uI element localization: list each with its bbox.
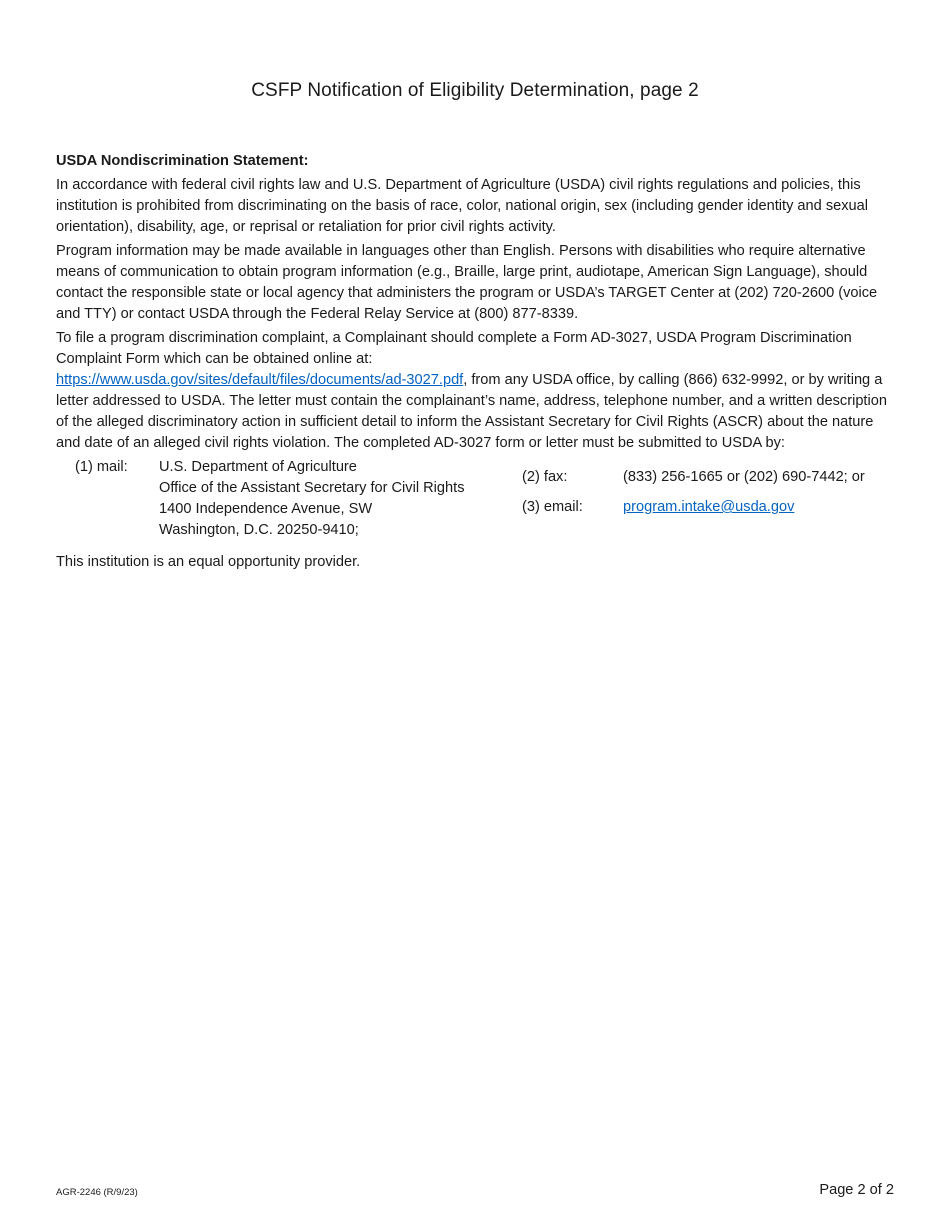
fax-numbers: (833) 256-1665 or (202) 690-7442; or [623,469,865,485]
nondiscrimination-statement [56,151,898,576]
form-code: AGR-2246 (R/9/23) [56,1187,138,1198]
mail-address-line: 1400 Independence Avenue, SW [159,501,373,517]
mail-label: (1) mail: [75,459,128,475]
page-title: CSFP Notification of Eligibility Determination, page 2 [251,80,699,101]
mail-address-line: Washington, D.C. 20250-9410; [159,522,359,538]
program-information-paragraph: Program information may be made available in languages other than English. Persons with disabilities who require alternative means of communication to obtain program information (e.g., Braille, large print, audiotape, American Sign Language), should contact the responsible state or local agency that administers the program or USDA’s TARGET Center at (202) 720-2600 (voice and TTY) or contact USDA through the Federal Relay Service at (800) 877-8339. [56,243,878,322]
submission-methods [56,457,898,549]
mail-address-line: U.S. Department of Agriculture [159,459,357,475]
ad-3027-form-link[interactable]: https://www.usda.gov/sites/default/files/documents/ad-3027.pdf [56,372,464,388]
civil-rights-paragraph: In accordance with federal civil rights law and U.S. Department of Agriculture (USDA) civil rights regulations and policies, this institution is prohibited from discriminating on the basis of race, color, national origin, sex (including gender identity and sexual orientation), disability, age, or reprisal or retaliation for prior civil rights activity. [56,177,869,235]
complaint-intro: To file a program discrimination complaint, a Complainant should complete a Form AD-3027, USDA Program Discrimination Complaint Form which can be obtained online at: [56,330,852,367]
email-link[interactable]: program.intake@usda.gov [623,499,795,515]
complaint-instructions: , from any USDA office, by calling (866) 632-9992, or by writing a letter addressed to USDA. The letter must contain the complainant’s name, address, telephone number, and a written description of the alleged discriminatory action in sufficient detail to inform the Assistant Secretary for Civil Rights (ASCR) about the nature and date of an alleged civil rights violation. The completed AD-3027 form or letter must be submitted to USDA by: [56,372,887,451]
equal-opportunity-statement: This institution is an equal opportunity provider. [56,554,361,570]
fax-label: (2) fax: [522,469,568,485]
email-label: (3) email: [522,499,583,515]
page-number: Page 2 of 2 [819,1182,894,1198]
mail-address-line: Office of the Assistant Secretary for Civil Rights [159,480,465,496]
mail-address [159,457,465,541]
statement-heading: USDA Nondiscrimination Statement: [56,153,309,169]
complaint-paragraph [56,328,898,454]
